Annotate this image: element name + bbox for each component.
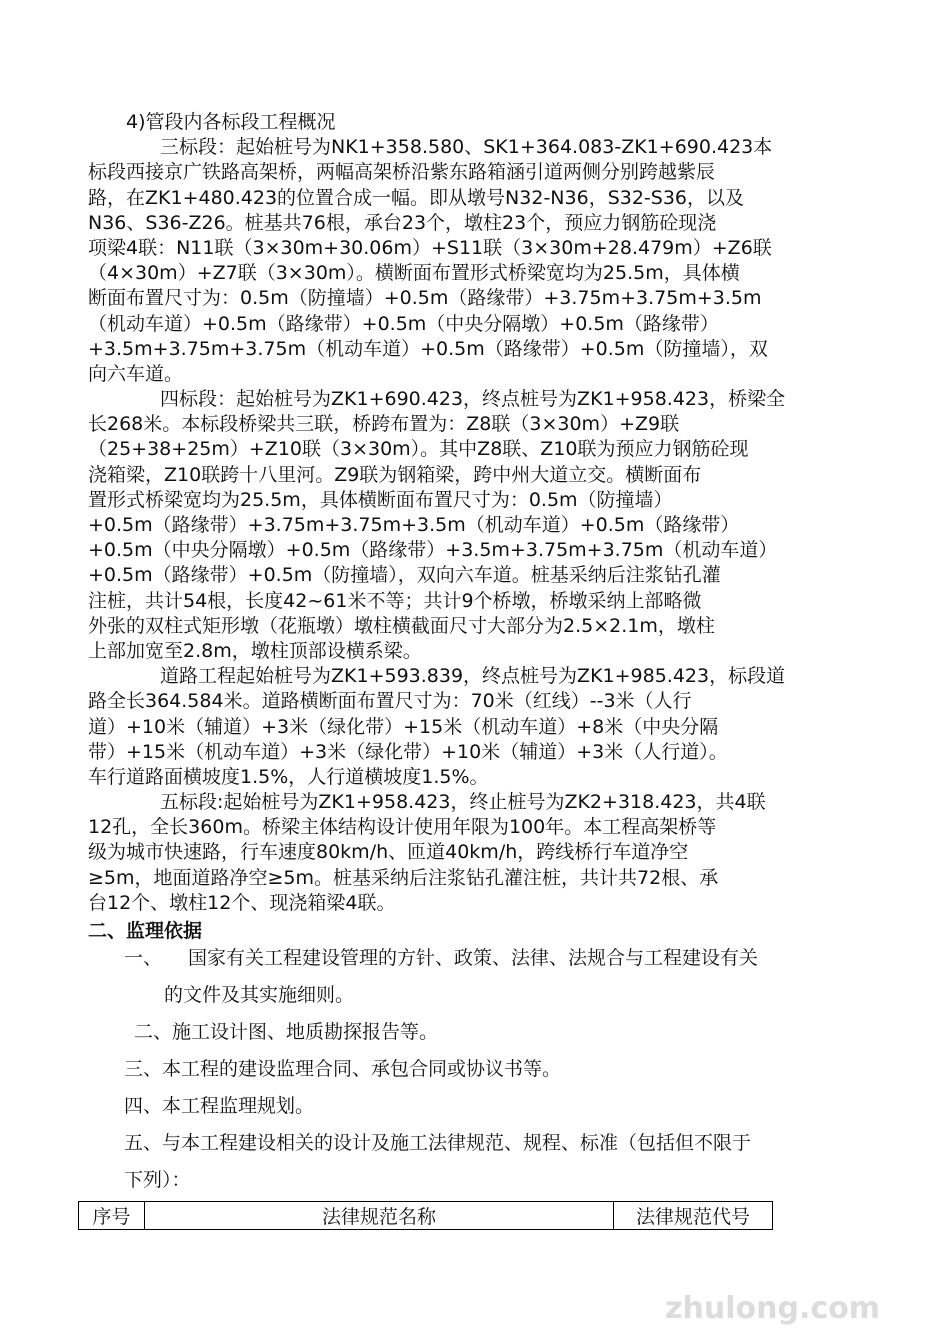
- basis-item-number: 一、: [124, 947, 163, 969]
- paragraph-line: 长268米。本标段桥梁共三联，桥跨布置为：Z8联（3×30m）+Z9联: [88, 413, 680, 436]
- paragraph-line: 路，在ZK1+480.423的位置合成一幅。即从墩号N32-N36，S32-S36，以及: [88, 186, 745, 209]
- paragraph-line: +3.5m+3.75m+3.75m（机动车道）+0.5m（路缘带）+0.5m（防撞墙），双: [88, 337, 768, 360]
- paragraph-line: 向六车道。: [88, 362, 184, 385]
- paragraph-line: 注桩，共计54根，长度42~61米不等；共计9个桥墩，桥墩采纳上部略微: [88, 589, 702, 612]
- paragraph-line: ≥5m，地面道路净空≥5m。桩基采纳后注浆钻孔灌注桩，共计共72根、承: [88, 866, 719, 889]
- paragraph-line: +0.5m（中央分隔墩）+0.5m（路缘带）+3.5m+3.75m+3.75m（机动车道）: [88, 539, 778, 562]
- paragraph-line: 浇箱梁，Z10联跨十八里河。Z9联为钢箱梁，跨中州大道立交。横断面布: [88, 463, 702, 486]
- basis-item-5: 五、与本工程建设相关的设计及施工法律规范、规程、标准（包括但不限于: [124, 1132, 752, 1154]
- paragraph-line: 五标段:起始桩号为ZK1+958.423，终止桩号为ZK2+318.423，共4联: [160, 791, 766, 814]
- paragraph-line: 道）+10米（辅道）+3米（绿化带）+15米（机动车道）+8米（中央分隔: [88, 715, 719, 738]
- table-header-name: 法律规范名称: [145, 1202, 614, 1230]
- basis-item-3: 三、本工程的建设监理合同、承包合同或协议书等。: [124, 1058, 562, 1080]
- paragraph-line: 道路工程起始桩号为ZK1+593.839，终点桩号为ZK1+985.423，标段道: [160, 665, 786, 688]
- paragraph-line: 上部加宽至2.8m，墩柱顶部设横系梁。: [88, 639, 422, 662]
- paragraph-line: 级为城市快速路，行车速度80km/h、匝道40km/h，跨线桥行车道净空: [88, 841, 689, 864]
- basis-item-4: 四、本工程监理规划。: [124, 1095, 315, 1117]
- basis-item-1-continued: 的文件及其实施细则。: [164, 984, 355, 1006]
- paragraph-line: +0.5m（路缘带）+3.75m+3.75m+3.5m（机动车道）+0.5m（路缘带）: [88, 514, 740, 536]
- regulations-table: [78, 1201, 773, 1230]
- table-header-index: 序号: [79, 1202, 145, 1230]
- paragraph-line: +0.5m（路缘带）+0.5m（防撞墙），双向六车道。桩基采纳后注浆钻孔灌: [88, 564, 721, 587]
- paragraph-line: 四标段：起始桩号为ZK1+690.423，终点桩号为ZK1+958.423，桥梁全: [160, 388, 786, 411]
- watermark-logo: zhulong.com: [665, 1291, 880, 1326]
- basis-item-text: 国家有关工程建设管理的方针、政策、法律、法规合与工程建设有关: [188, 947, 759, 969]
- paragraph-line: 断面布置尺寸为：0.5m（防撞墙）+0.5m（路缘带）+3.75m+3.75m+3.5m: [88, 287, 762, 310]
- basis-item-1: [88, 940, 878, 977]
- paragraph-line: 12孔，全长360m。桥梁主体结构设计使用年限为100年。本工程高架桥等: [88, 816, 717, 839]
- paragraph-line: 带）+15米（机动车道）+3米（绿化带）+10米（辅道）+3米（人行道）。: [88, 740, 728, 763]
- basis-item-2: 二、施工设计图、地质勘探报告等。: [134, 1021, 439, 1043]
- paragraph-line: 三标段：起始桩号为NK1+358.580、SK1+364.083-ZK1+690.423本: [160, 136, 773, 159]
- paragraph-line: 路全长364.584米。道路横断面布置尺寸为：70米（红线）--3米（人行: [88, 690, 692, 713]
- table-header-code: 法律规范代号: [614, 1202, 773, 1230]
- paragraph-line: 项梁4联：N11联（3×30m+30.06m）+S11联（3×30m+28.479m）+Z6联: [88, 236, 772, 259]
- table-header-row: [79, 1202, 773, 1230]
- project-overview: [88, 110, 868, 944]
- basis-heading: 二、监理依据: [88, 920, 203, 942]
- paragraph-line: 外张的双柱式矩形墩（花瓶墩）墩柱横截面尺寸大部分为2.5×2.1m，墩柱: [88, 614, 715, 637]
- section-heading: 4)管段内各标段工程概况: [126, 111, 336, 133]
- paragraph-line: 置形式桥梁宽均为25.5m，具体横断面布置尺寸为：0.5m（防撞墙）: [88, 488, 673, 511]
- paragraph-line: 台12个、墩柱12个、现浇箱梁4联。: [88, 891, 396, 914]
- paragraph-line: 标段西接京广铁路高架桥，两幅高架桥沿紫东路箱涵引道两侧分别跨越紫辰: [88, 161, 716, 184]
- paragraph-line: N36、S36-Z26。桩基共76根，承台23个，墩柱23个，预应力钢筋砼现浇: [88, 211, 717, 234]
- basis-item-5-continued: 下列）：: [124, 1169, 191, 1191]
- paragraph-line: （4×30m）+Z7联（3×30m）。横断面布置形式桥梁宽均为25.5m，具体横: [88, 262, 740, 285]
- paragraph-line: （机动车道）+0.5m（路缘带）+0.5m（中央分隔墩）+0.5m（路缘带）: [88, 312, 719, 335]
- paragraph-line: 车行道路面横坡度1.5%，人行道横坡度1.5%。: [88, 765, 489, 788]
- supervision-basis-list: [88, 940, 878, 1199]
- paragraph-line: （25+38+25m）+Z10联（3×30m）。其中Z8联、Z10联为预应力钢筋砼现: [88, 438, 749, 461]
